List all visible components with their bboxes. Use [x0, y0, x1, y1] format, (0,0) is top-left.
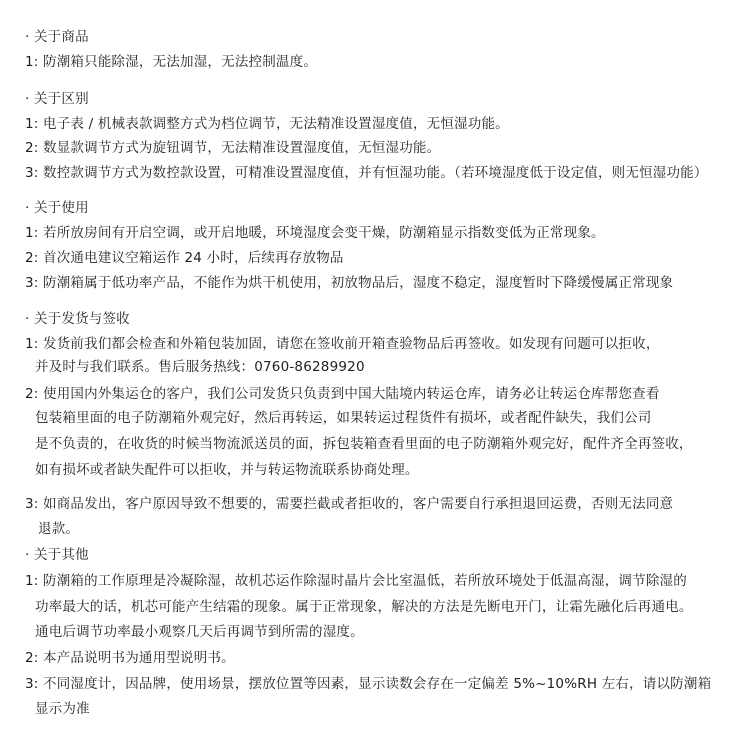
usage-item-1: 1: 若所放房间有开启空调，或开启地暖，环境湿度会变干燥，防潮箱显示指数变低为正常现象。	[25, 225, 605, 241]
shipping-item-2-cont-1: 包装箱里面的电子防潮箱外观完好，然后再转运，如果转运过程货件有损坏，或者配件缺失，我们公司	[35, 410, 652, 426]
other-item-3: 3: 不同湿度计，因品牌，使用场景，摆放位置等因素，显示读数会存在一定偏差 5%~10%RH 左右，请以防潮箱	[25, 676, 712, 692]
shipping-item-1: 1: 发货前我们都会检查和外箱包装加固，请您在签收前开箱查验物品后再签收。如发现有问题可以拒收，	[25, 336, 660, 352]
shipping-item-2-cont-2: 是不负责的，在收货的时候当物流派送员的面，拆包装箱查看里面的电子防潮箱外观完好，配件齐全再签收，	[35, 436, 693, 452]
difference-item-1: 1: 电子表 / 机械表款调整方式为档位调节，无法精准设置湿度值，无恒湿功能。	[25, 116, 509, 132]
shipping-item-3: 3: 如商品发出，客户原因导致不想要的，需要拦截或者拒收的，客户需要自行承担退回运费，否则无法同意	[25, 496, 674, 512]
other-item-3-cont: 显示为准	[35, 701, 90, 717]
section-heading-shipping: · 关于发货与签收	[25, 311, 130, 327]
shipping-item-2-cont-3: 如有损坏或者缺失配件可以拒收，并与转运物流联系协商处理。	[35, 462, 419, 478]
usage-item-2: 2: 首次通电建议空箱运作 24 小时，后续再存放物品	[25, 250, 344, 266]
shipping-item-3-cont: 退款。	[38, 521, 80, 537]
usage-item-3: 3: 防潮箱属于低功率产品，不能作为烘干机使用，初放物品后，湿度不稳定，湿度暂时下降缓慢属正常现象	[25, 275, 674, 291]
other-item-1-cont-1: 功率最大的话，机芯可能产生结霜的现象。属于正常现象，解决的方法是先断电开门，让霜先融化后再通电。	[35, 599, 693, 615]
other-item-1-cont-2: 通电后调节功率最小观察几天后再调节到所需的湿度。	[35, 624, 364, 640]
other-item-2: 2: 本产品说明书为通用型说明书。	[25, 650, 235, 666]
section-heading-product: · 关于商品	[25, 29, 89, 45]
section-heading-other: · 关于其他	[25, 547, 89, 563]
section-heading-difference: · 关于区别	[25, 91, 89, 107]
difference-item-2: 2: 数显款调节方式为旋钮调节，无法精准设置湿度值，无恒湿功能。	[25, 140, 441, 156]
section-heading-usage: · 关于使用	[25, 200, 89, 216]
difference-item-3: 3: 数控款调节方式为数控款设置，可精准设置湿度值，并有恒湿功能。（若环境湿度低于设定值，则无恒湿功能）	[25, 165, 708, 181]
shipping-item-2: 2: 使用国内外集运仓的客户，我们公司发货只负责到中国大陆境内转运仓库，请务必让转运仓库帮您查看	[25, 386, 660, 402]
other-item-1: 1: 防潮箱的工作原理是冷凝除湿，故机芯运作除湿时晶片会比室温低，若所放环境处于低温高湿，调节除湿的	[25, 573, 687, 589]
shipping-item-1-cont: 并及时与我们联系。售后服务热线：0760-86289920	[35, 359, 365, 375]
product-item-1: 1: 防潮箱只能除湿，无法加湿，无法控制温度。	[25, 54, 318, 70]
